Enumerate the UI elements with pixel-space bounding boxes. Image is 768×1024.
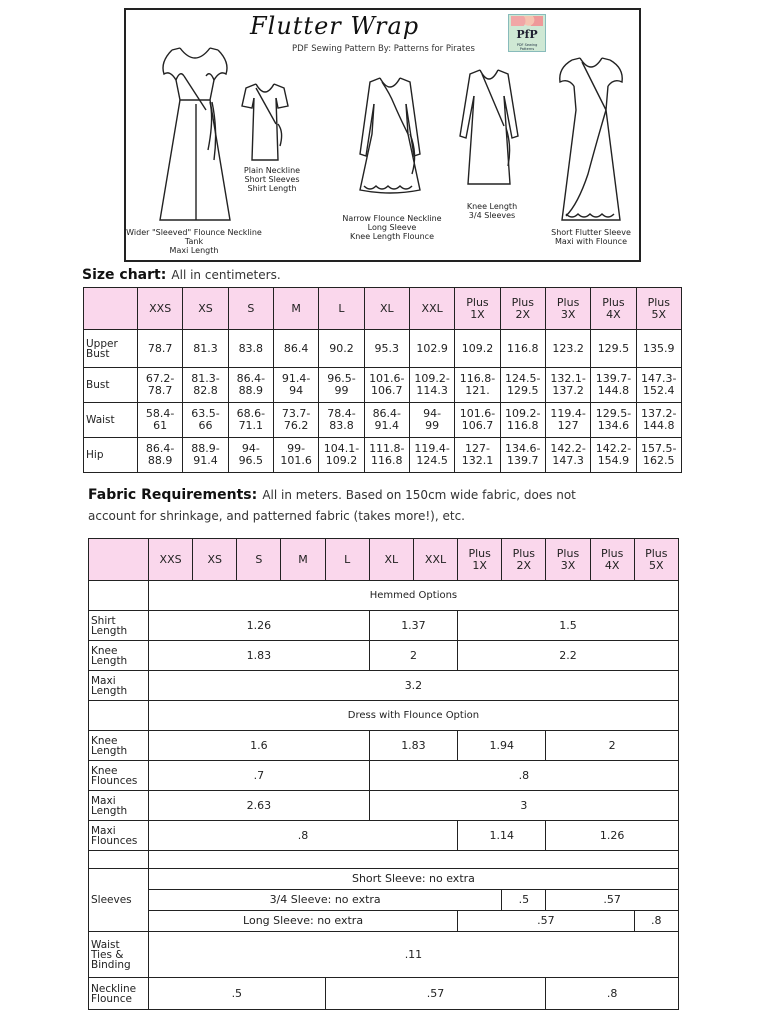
cell-value: 91.4- 94 bbox=[273, 368, 318, 403]
cell-value: 3/4 Sleeve: no extra bbox=[149, 890, 502, 911]
cell-value: 2.63 bbox=[149, 791, 370, 821]
fabric-header-cell: Plus 1X bbox=[458, 539, 502, 581]
fabric-note-line2: account for shrinkage, and patterned fabric (takes more!), etc. bbox=[88, 509, 465, 523]
cell-value: 1.83 bbox=[369, 731, 457, 761]
size-header-cell: S bbox=[228, 288, 273, 330]
cell-value: 2 bbox=[369, 641, 457, 671]
cell-value: 1.6 bbox=[149, 731, 370, 761]
size-header-row bbox=[84, 288, 682, 330]
cell-value: 116.8- 121. bbox=[455, 368, 500, 403]
row-label: Knee Length bbox=[89, 641, 149, 671]
cell-value: .57 bbox=[458, 911, 635, 932]
spacer-row bbox=[89, 851, 679, 869]
size-chart-title: Size chart: bbox=[82, 267, 167, 283]
size-row bbox=[84, 330, 682, 368]
size-header-cell: XL bbox=[364, 288, 409, 330]
fabric-header-cell: Plus 2X bbox=[502, 539, 546, 581]
cell-value: 3.2 bbox=[149, 671, 679, 701]
flounce-band-row bbox=[89, 701, 679, 731]
cell-value: .8 bbox=[369, 761, 678, 791]
cell-value: 2.2 bbox=[458, 641, 679, 671]
cell-value: 102.9 bbox=[409, 330, 454, 368]
cell-value: .7 bbox=[149, 761, 370, 791]
cell-value: 111.8- 116.8 bbox=[364, 438, 409, 473]
cell-value: 86.4- 91.4 bbox=[364, 403, 409, 438]
row-label: Neckline Flounce bbox=[89, 978, 149, 1010]
cell-value: 124.5- 129.5 bbox=[500, 368, 545, 403]
cell-value: 86.4 bbox=[273, 330, 318, 368]
cell-value: 109.2- 116.8 bbox=[500, 403, 545, 438]
cell-value: 147.3- 152.4 bbox=[636, 368, 681, 403]
cell-value: 68.6- 71.1 bbox=[228, 403, 273, 438]
cell-value: 1.26 bbox=[149, 611, 370, 641]
size-header-cell: L bbox=[319, 288, 364, 330]
hemmed-options-label: Hemmed Options bbox=[149, 581, 679, 611]
row-label: Maxi Flounces bbox=[89, 821, 149, 851]
cell-value: 127- 132.1 bbox=[455, 438, 500, 473]
cell-value: 123.2 bbox=[545, 330, 590, 368]
knee-flounces-row bbox=[89, 761, 679, 791]
fabric-header-cell: Plus 5X bbox=[634, 539, 678, 581]
cell-value: 73.7- 76.2 bbox=[273, 403, 318, 438]
cell-value: 96.5- 99 bbox=[319, 368, 364, 403]
cell-value: 119.4- 127 bbox=[545, 403, 590, 438]
cell-value: 99- 101.6 bbox=[273, 438, 318, 473]
maxi-length-row bbox=[89, 671, 679, 701]
fabric-header-corner bbox=[89, 539, 149, 581]
caption-shirt: Plain Neckline Short Sleeves Shirt Length bbox=[243, 166, 301, 193]
row-label: Shirt Length bbox=[89, 611, 149, 641]
cell-value: 129.5- 134.6 bbox=[591, 403, 636, 438]
cell-value: 1.14 bbox=[458, 821, 546, 851]
cell-value: 135.9 bbox=[636, 330, 681, 368]
cell-value: 142.2- 154.9 bbox=[591, 438, 636, 473]
cell-value: .57 bbox=[546, 890, 678, 911]
cell-value: 1.26 bbox=[546, 821, 678, 851]
cell-value: 3 bbox=[369, 791, 678, 821]
row-label: Bust bbox=[84, 368, 138, 403]
cell-value: 109.2- 114.3 bbox=[409, 368, 454, 403]
dress-illustration-knee-flounce bbox=[350, 74, 430, 198]
fabric-header-cell: S bbox=[237, 539, 281, 581]
size-header-cell: Plus 3X bbox=[545, 288, 590, 330]
cell-value: 95.3 bbox=[364, 330, 409, 368]
dress-illustration-maxi-tank bbox=[150, 40, 240, 226]
size-header-cell: XXS bbox=[138, 288, 183, 330]
cell-value: 94- 96.5 bbox=[228, 438, 273, 473]
row-label: Waist Ties & Binding bbox=[89, 932, 149, 978]
waist-ties-row bbox=[89, 932, 679, 978]
cell-value: 78.7 bbox=[138, 330, 183, 368]
cell-value: 83.8 bbox=[228, 330, 273, 368]
row-label: Knee Length bbox=[89, 731, 149, 761]
dress-illustration-shirt bbox=[240, 80, 290, 166]
size-header-corner bbox=[84, 288, 138, 330]
flounce-maxi-length-row bbox=[89, 791, 679, 821]
cell-value: 2 bbox=[546, 731, 678, 761]
row-label: Upper Bust bbox=[84, 330, 138, 368]
cell-value: 1.94 bbox=[458, 731, 546, 761]
caption-knee-flounce: Narrow Flounce Neckline Long Sleeve Knee Length Flounce bbox=[342, 214, 442, 241]
fabric-header-cell: Plus 4X bbox=[590, 539, 634, 581]
cell-value: 116.8 bbox=[500, 330, 545, 368]
cell-value: 78.4- 83.8 bbox=[319, 403, 364, 438]
fabric-header-cell: XXS bbox=[149, 539, 193, 581]
cell-value: .57 bbox=[325, 978, 546, 1010]
row-label: Hip bbox=[84, 438, 138, 473]
size-header-cell: Plus 1X bbox=[455, 288, 500, 330]
caption-maxi-flounce: Short Flutter Sleeve Maxi with Flounce bbox=[551, 228, 631, 246]
cell-value: 58.4- 61 bbox=[138, 403, 183, 438]
size-header-cell: XS bbox=[183, 288, 228, 330]
maxi-flounces-row bbox=[89, 821, 679, 851]
dress-illustration-knee-three-quarter bbox=[452, 66, 526, 190]
cell-value: 134.6- 139.7 bbox=[500, 438, 545, 473]
size-header-cell: M bbox=[273, 288, 318, 330]
cell-value: 86.4- 88.9 bbox=[228, 368, 273, 403]
cell-value: .5 bbox=[502, 890, 546, 911]
row-label: Maxi Length bbox=[89, 671, 149, 701]
size-header-cell: Plus 5X bbox=[636, 288, 681, 330]
cell-value: Short Sleeve: no extra bbox=[149, 869, 679, 890]
fabric-header-cell: XXL bbox=[413, 539, 457, 581]
fabric-header-row bbox=[89, 539, 679, 581]
shirt-length-row bbox=[89, 611, 679, 641]
size-header-cell: Plus 2X bbox=[500, 288, 545, 330]
flounce-option-label: Dress with Flounce Option bbox=[149, 701, 679, 731]
pattern-title: Flutter Wrap bbox=[250, 12, 420, 40]
cell-value: 101.6- 106.7 bbox=[455, 403, 500, 438]
caption-knee-three-quarter: Knee Length 3/4 Sleeves bbox=[466, 202, 518, 220]
neckline-flounce-row bbox=[89, 978, 679, 1010]
row-label: Knee Flounces bbox=[89, 761, 149, 791]
flounce-knee-length-row bbox=[89, 731, 679, 761]
knee-length-row bbox=[89, 641, 679, 671]
cell-value: 129.5 bbox=[591, 330, 636, 368]
cell-value: 81.3 bbox=[183, 330, 228, 368]
row-label: Sleeves bbox=[89, 869, 149, 932]
dress-illustration-maxi-flounce bbox=[548, 54, 634, 226]
sleeves-three-quarter-row bbox=[89, 890, 679, 911]
cell-value: 139.7- 144.8 bbox=[591, 368, 636, 403]
cell-value: 109.2 bbox=[455, 330, 500, 368]
cell-value: .8 bbox=[634, 911, 678, 932]
caption-maxi-tank: Wider "Sleeved" Flounce Neckline Tank Maxi Length bbox=[126, 228, 262, 255]
sleeves-long-row bbox=[89, 911, 679, 932]
pattern-subtitle: PDF Sewing Pattern By: Patterns for Pirates bbox=[292, 44, 475, 54]
row-label: Maxi Length bbox=[89, 791, 149, 821]
cell-value: 90.2 bbox=[319, 330, 364, 368]
cell-value: 104.1- 109.2 bbox=[319, 438, 364, 473]
size-row bbox=[84, 438, 682, 473]
logo-mark: PfP bbox=[516, 28, 538, 41]
cell-value: 86.4- 88.9 bbox=[138, 438, 183, 473]
cell-value: 63.5- 66 bbox=[183, 403, 228, 438]
hemmed-band-row bbox=[89, 581, 679, 611]
cell-value: 67.2- 78.7 bbox=[138, 368, 183, 403]
fabric-heading bbox=[88, 484, 688, 526]
cell-value: 1.83 bbox=[149, 641, 370, 671]
fabric-header-cell: XS bbox=[193, 539, 237, 581]
logo-small-text: PDF Sewing Patterns bbox=[516, 43, 538, 51]
cell-value: 81.3- 82.8 bbox=[183, 368, 228, 403]
size-row bbox=[84, 368, 682, 403]
cell-value: .8 bbox=[546, 978, 678, 1010]
cell-value: Long Sleeve: no extra bbox=[149, 911, 458, 932]
sleeves-short-row bbox=[89, 869, 679, 890]
brand-logo bbox=[508, 14, 546, 52]
size-row bbox=[84, 403, 682, 438]
cell-value: 94- 99 bbox=[409, 403, 454, 438]
fabric-header-cell: L bbox=[325, 539, 369, 581]
size-header-cell: XXL bbox=[409, 288, 454, 330]
cell-value: 142.2- 147.3 bbox=[545, 438, 590, 473]
cell-value: .11 bbox=[149, 932, 679, 978]
fabric-title: Fabric Requirements: bbox=[88, 487, 258, 503]
fabric-requirements-table bbox=[88, 538, 679, 1010]
size-chart-heading bbox=[82, 264, 281, 283]
size-chart-note: All in centimeters. bbox=[171, 268, 281, 282]
cell-value: 137.2- 144.8 bbox=[636, 403, 681, 438]
cell-value: 1.37 bbox=[369, 611, 457, 641]
cell-value: 157.5- 162.5 bbox=[636, 438, 681, 473]
fabric-header-cell: XL bbox=[369, 539, 413, 581]
fabric-note-line1: All in meters. Based on 150cm wide fabric, does not bbox=[262, 488, 576, 502]
flower-decoration-icon bbox=[511, 16, 543, 26]
cell-value: 1.5 bbox=[458, 611, 679, 641]
size-header-cell: Plus 4X bbox=[591, 288, 636, 330]
cell-value: 119.4- 124.5 bbox=[409, 438, 454, 473]
cell-value: 88.9- 91.4 bbox=[183, 438, 228, 473]
fabric-header-cell: Plus 3X bbox=[546, 539, 590, 581]
row-label: Waist bbox=[84, 403, 138, 438]
cell-value: .5 bbox=[149, 978, 326, 1010]
cell-value: 132.1- 137.2 bbox=[545, 368, 590, 403]
cell-value: .8 bbox=[149, 821, 458, 851]
cell-value: 101.6- 106.7 bbox=[364, 368, 409, 403]
size-chart-table bbox=[83, 287, 682, 473]
fabric-header-cell: M bbox=[281, 539, 325, 581]
